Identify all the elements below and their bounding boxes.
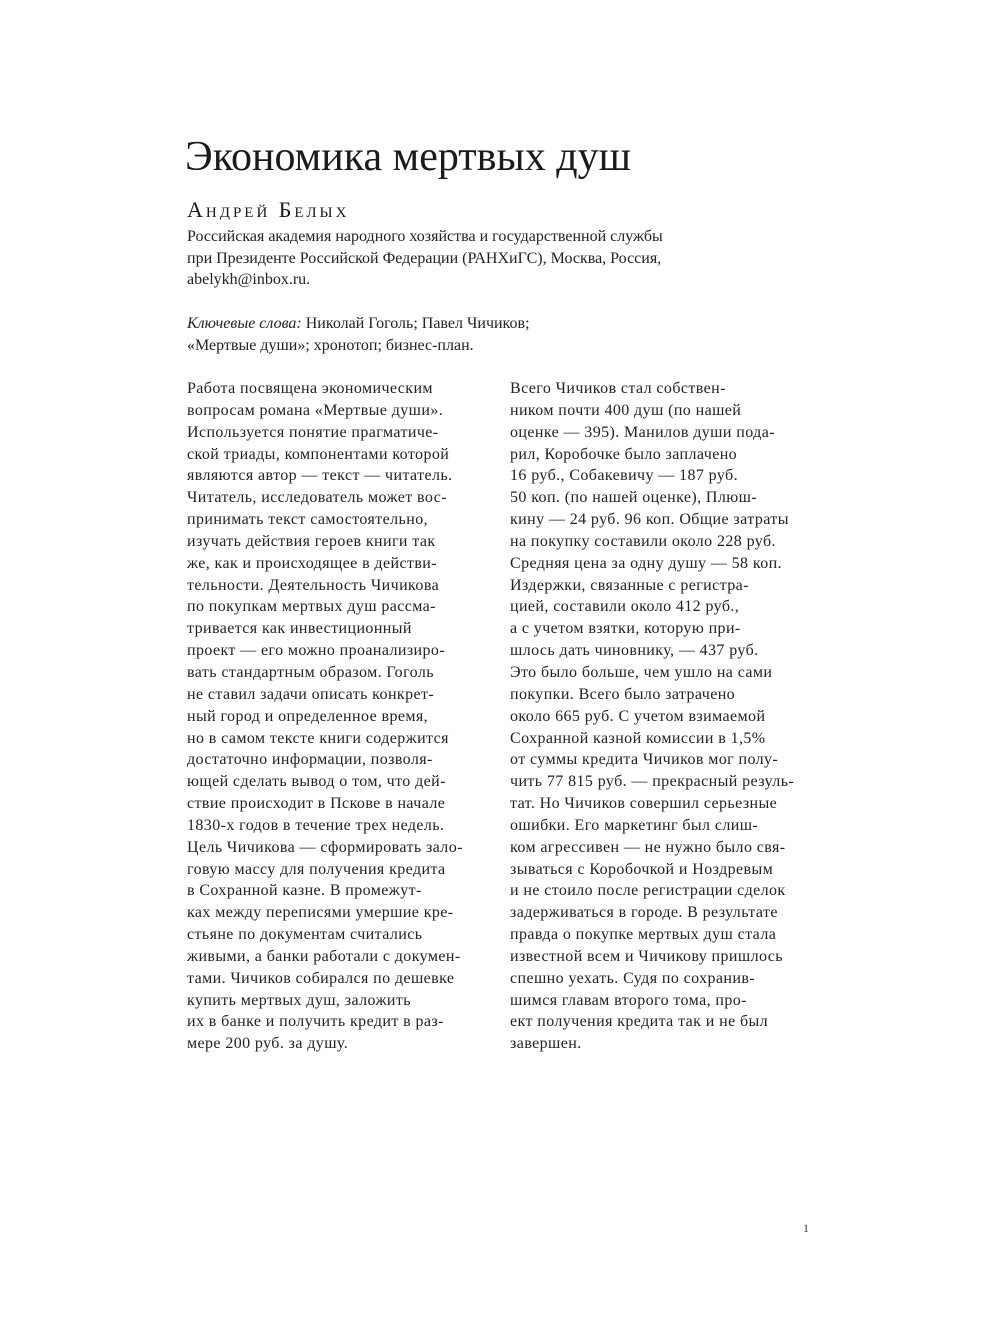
text-line: Читатель, исследователь может вос- (187, 489, 447, 507)
keywords-line (187, 313, 747, 335)
text-line: ющей сделать вывод о том, что дей- (187, 773, 446, 791)
text-line: известной всем и Чичикову пришлось (510, 947, 783, 965)
text-line: ках между переписями умершие кре- (187, 904, 454, 922)
text-line: достаточно информации, позволя- (187, 751, 433, 769)
text-line: рил, Коробочке было заплачено (510, 445, 738, 463)
text-line: ской триады, компонентами которой (187, 445, 450, 463)
text-line: а с учетом взятки, которую при- (510, 620, 741, 638)
text-line: ный город и определенное время, (187, 707, 429, 725)
text-line: но в самом тексте книги содержится (187, 729, 449, 747)
text-line: тат. Но Чичиков совершил серьезные (510, 795, 778, 813)
text-line: ект получения кредита так и не был (510, 1013, 769, 1031)
author-name: Андрей Белых (187, 197, 350, 222)
affiliation-line: при Президенте Российской Федерации (РАНХиГС), Москва, Россия, (187, 249, 662, 267)
text-line: говую массу для получения кредита (187, 860, 446, 878)
text-line: Издержки, связанные с регистра- (510, 576, 749, 594)
text-line: Всего Чичиков стал собствен- (510, 380, 726, 397)
text-line: в Сохранной казне. В промежут- (187, 882, 422, 900)
text-line: тельности. Деятельность Чичикова (187, 576, 440, 594)
abstract-left-column (187, 378, 487, 1055)
text-line: кину — 24 руб. 96 коп. Общие затраты (510, 511, 789, 529)
text-line: цией, составили около 412 руб., (510, 598, 740, 616)
text-line: ком агрессивен — не нужно было свя- (510, 838, 786, 856)
text-line: тривается как инвестиционный (187, 620, 412, 638)
text-line: 1830-х годов в течение трех недель. (187, 816, 445, 834)
author-email: abelykh@inbox.ru. (187, 271, 311, 288)
author-affiliation (187, 226, 747, 291)
text-line: около 665 руб. С учетом взимаемой (510, 707, 766, 725)
text-line: зываться с Коробочкой и Ноздревым (510, 860, 774, 878)
text-line: покупки. Всего было затрачено (510, 685, 736, 703)
text-line: Работа посвящена экономическим (187, 380, 433, 397)
affiliation-line: Российская академия народного хозяйства и государственной службы (187, 228, 663, 245)
keywords-line: «Мертвые души»; хронотоп; бизнес-план. (187, 336, 474, 354)
text-line: Средняя цена за одну душу — 58 коп. (510, 554, 782, 572)
text-line: живыми, а банки работали с докумен- (187, 947, 461, 965)
text-line: являются автор — текст — читатель. (187, 467, 453, 485)
text-line: изучать действия героев книги так (187, 532, 436, 550)
text-line: завершен. (510, 1035, 582, 1053)
text-line: и не стоило после регистрации сделок (510, 882, 786, 900)
abstract-right-column (510, 378, 810, 1055)
text-line: на покупку составили около 228 руб. (510, 532, 776, 550)
text-line: ствие происходит в Пскове в начале (187, 795, 446, 813)
text-line: Сохранной казной комиссии в 1,5% (510, 729, 766, 747)
page-number: 1 (803, 1221, 809, 1235)
text-line: ошибки. Его маркетинг был слиш- (510, 816, 759, 834)
text-line: тами. Чичиков собирался по дешевке (187, 969, 455, 987)
article-title: Экономика мертвых душ (185, 134, 631, 180)
text-line: же, как и происходящее в действи- (187, 554, 437, 572)
text-line: 16 руб., Собакевичу — 187 руб. (510, 467, 738, 485)
text-line: купить мертвых душ, заложить (187, 991, 411, 1009)
text-line: ником почти 400 душ (по нашей (510, 401, 742, 419)
text-line: оценке — 395). Манилов души пода- (510, 423, 775, 441)
text-line: Это было больше, чем ушло на сами (510, 663, 773, 681)
text-line: 50 коп. (по нашей оценке), Плюш- (510, 489, 758, 507)
keywords-label: Ключевые слова: (187, 315, 302, 332)
text-line: не ставил задачи описать конкрет- (187, 685, 435, 703)
text-line: их в банке и получить кредит в раз- (187, 1013, 444, 1031)
text-line: проект — его можно проанализиро- (187, 642, 446, 660)
keywords-block (187, 313, 747, 356)
text-line: спешно уехать. Судя по сохранив- (510, 969, 756, 987)
text-line: вопросам романа «Мертвые души». (187, 401, 444, 419)
text-line: по покупкам мертвых душ рассма- (187, 598, 436, 616)
text-line: чить 77 815 руб. — прекрасный резуль- (510, 773, 795, 791)
text-line: правда о покупке мертвых душ стала (510, 926, 777, 944)
text-line: принимать текст самостоятельно, (187, 511, 429, 529)
keywords-text: Николай Гоголь; Павел Чичиков; (301, 315, 530, 332)
text-line: мере 200 руб. за душу. (187, 1035, 349, 1053)
text-line: стьяне по документам считались (187, 926, 423, 944)
text-line: Цель Чичикова — сформировать зало- (187, 838, 463, 856)
text-line: шимся главам второго тома, про- (510, 991, 747, 1009)
text-line: вать стандартным образом. Гоголь (187, 663, 434, 681)
text-line: шлось дать чиновнику, — 437 руб. (510, 642, 759, 660)
text-line: Используется понятие прагматиче- (187, 423, 439, 441)
text-line: от суммы кредита Чичиков мог полу- (510, 751, 779, 769)
text-line: задерживаться в городе. В результате (510, 904, 778, 922)
